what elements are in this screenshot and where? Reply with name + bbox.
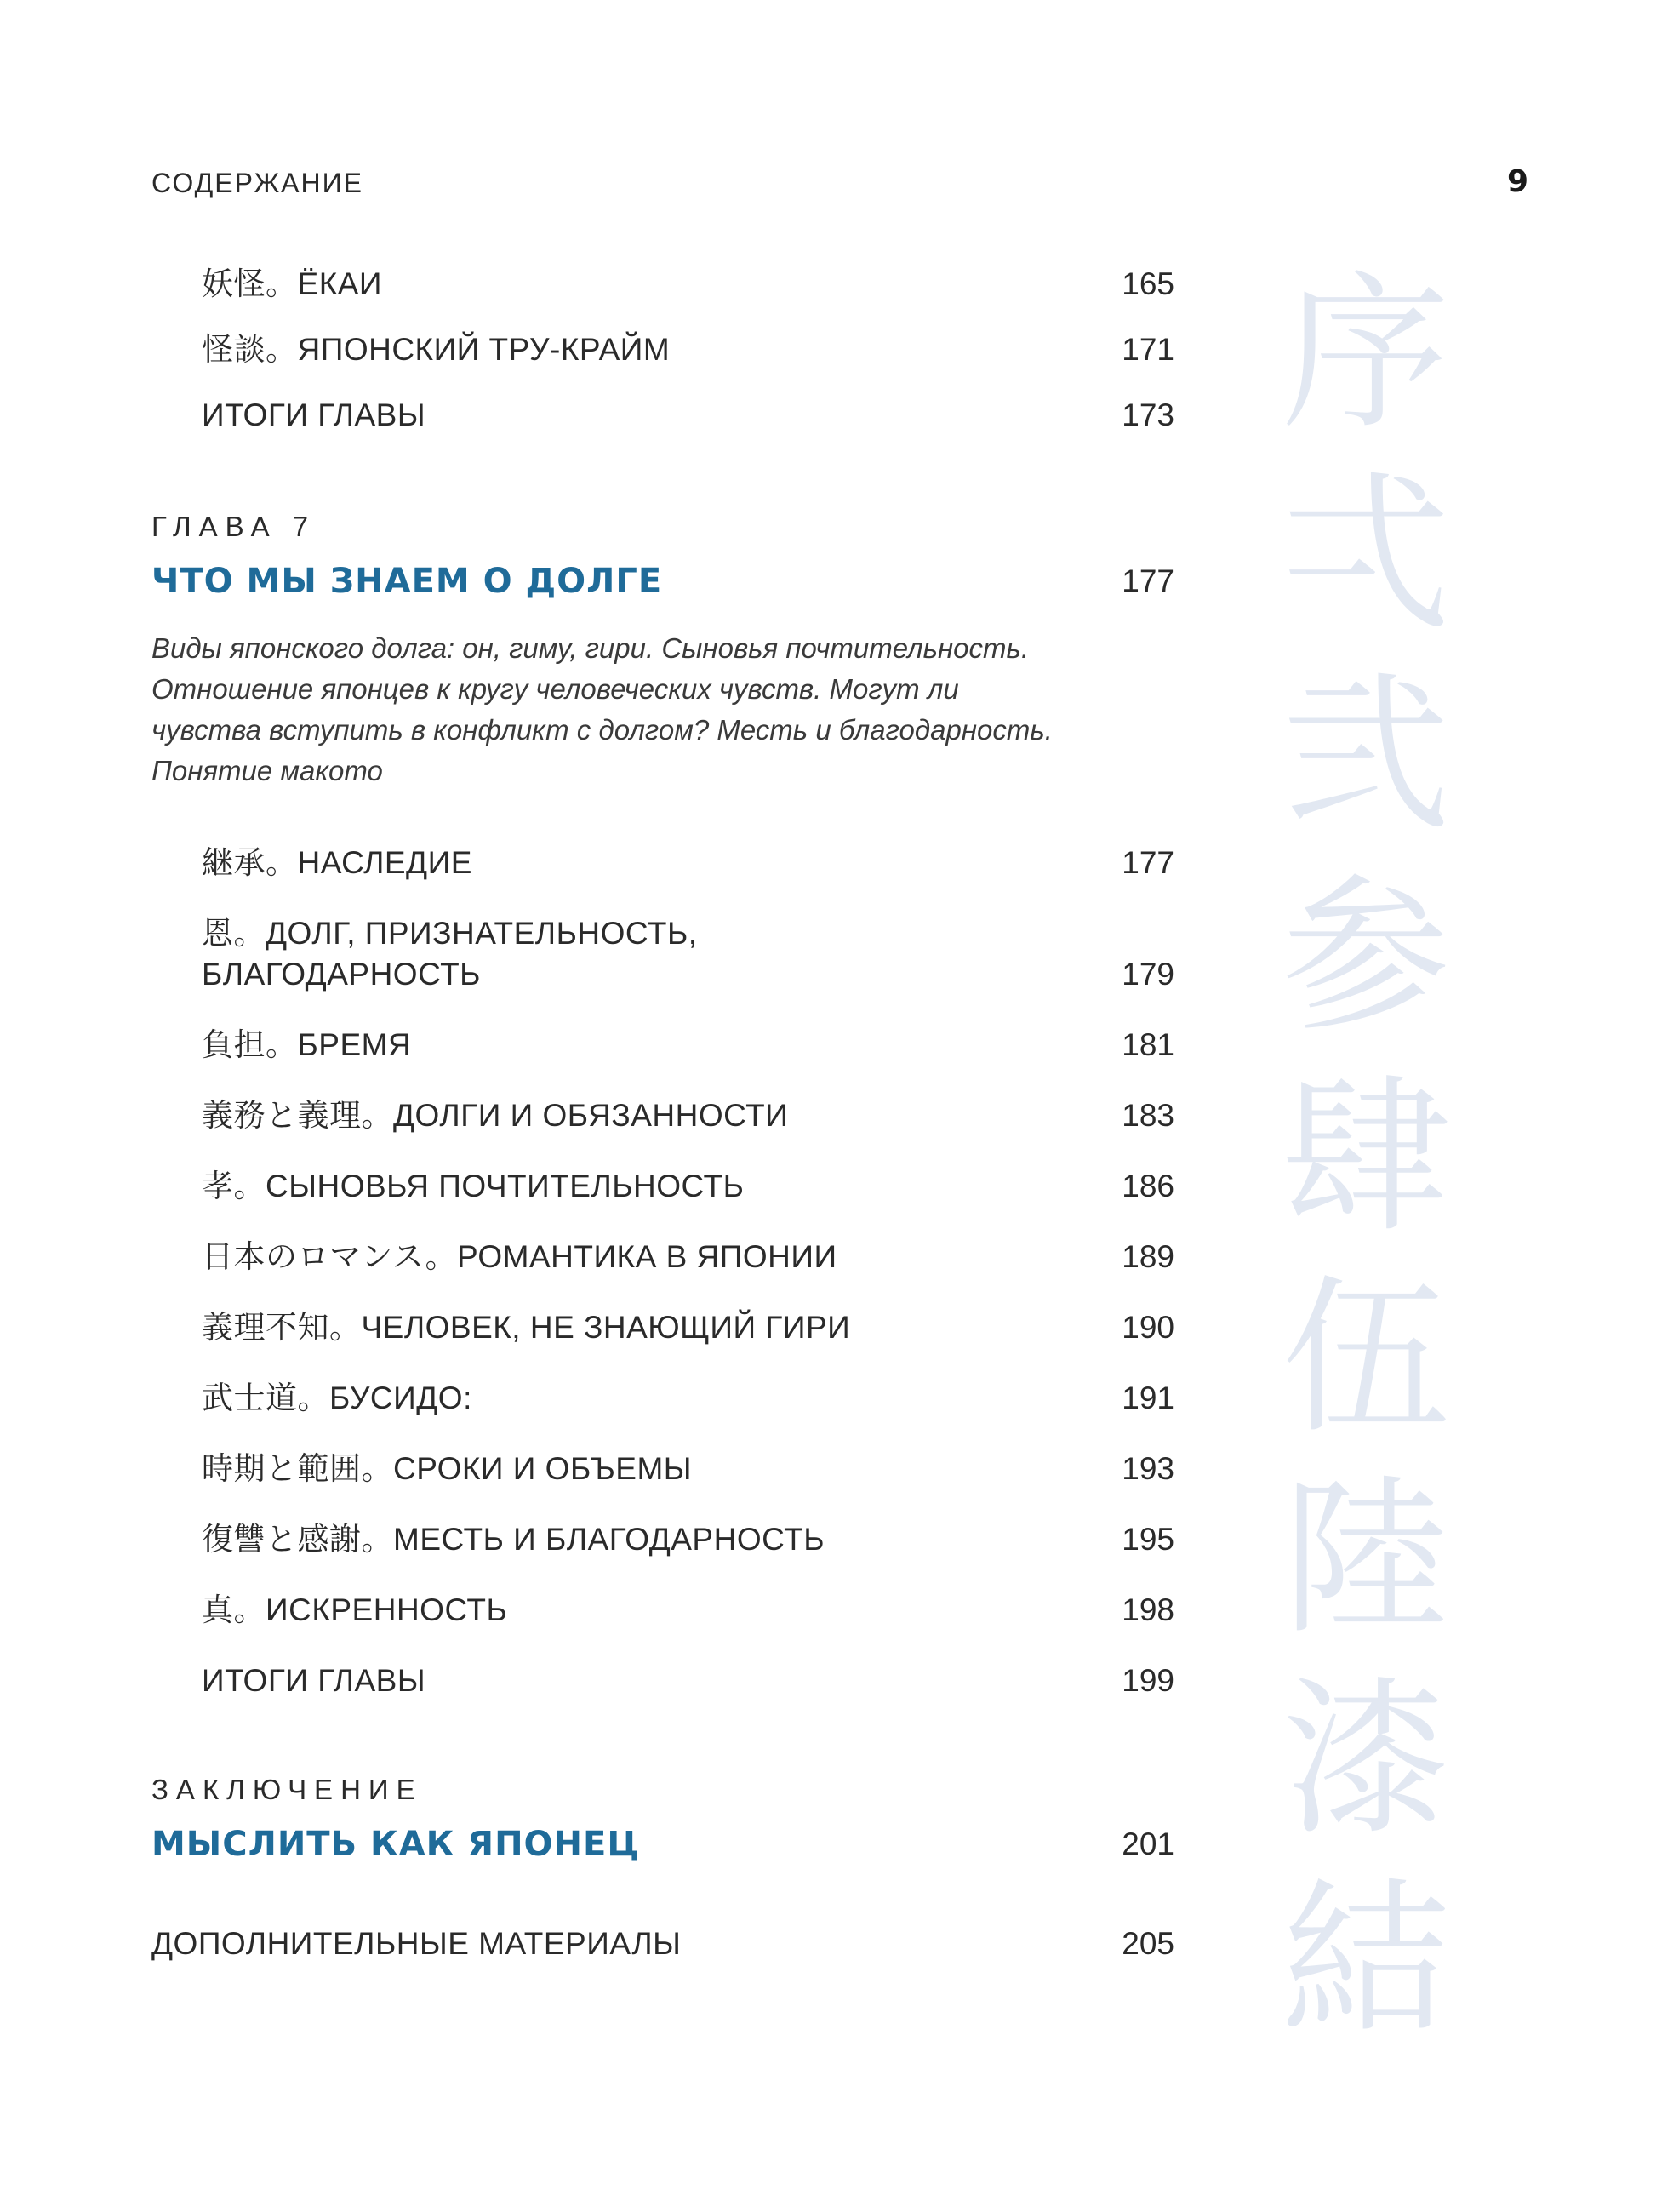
- kanji-char: 結: [1282, 1862, 1450, 2059]
- toc-entry-page: 177: [1122, 845, 1174, 880]
- toc-entry-title: 孝。СЫНОВЬЯ ПОЧТИТЕЛЬНОСТЬ: [202, 1169, 745, 1203]
- toc-entry-page: 193: [1122, 1451, 1174, 1486]
- toc-entry-title: 復讐と感謝。МЕСТЬ И БЛАГОДАРНОСТЬ: [202, 1522, 825, 1557]
- kanji-char: 弌: [1282, 456, 1450, 653]
- summary-line: Понятие макото: [151, 755, 383, 786]
- toc-entry-burden[interactable]: [202, 1025, 1174, 1066]
- toc-entry-title: 真。ИСКРЕННОСТЬ: [202, 1592, 508, 1627]
- kanji-char: 漆: [1282, 1661, 1450, 1858]
- chapter-page: 177: [1122, 563, 1174, 598]
- toc-entry-title: 義理不知。ЧЕЛОВЕК, НЕ ЗНАЮЩИЙ ГИРИ: [202, 1310, 851, 1345]
- running-head: СОДЕРЖАНИЕ: [151, 168, 363, 198]
- toc-entry-sincerity[interactable]: [202, 1590, 1174, 1631]
- toc-entry-terms[interactable]: [202, 1449, 1174, 1489]
- summary-line: чувства вступить в конфликт с долгом? Месть и благодарность.: [151, 714, 1053, 746]
- chapter-label: ГЛАВА 7: [151, 511, 317, 542]
- toc-entry-kaidan[interactable]: [202, 329, 1174, 370]
- toc-entry-title: 時期と範囲。СРОКИ И ОБЪЕМЫ: [202, 1451, 693, 1486]
- toc-entry-filial-piety[interactable]: [202, 1166, 1174, 1207]
- toc-entry-title: ИТОГИ ГЛАВЫ: [202, 397, 426, 432]
- toc-entry-title-line: 恩。ДОЛГ, ПРИЗНАТЕЛЬНОСТЬ,: [202, 916, 698, 951]
- toc-entry-page: 183: [1122, 1098, 1174, 1133]
- toc-entry-gimu-giri[interactable]: [202, 1095, 1174, 1136]
- conclusion-label: ЗАКЛЮЧЕНИЕ: [151, 1774, 423, 1805]
- toc-entry-page: 205: [1122, 1926, 1174, 1961]
- toc-entry-page: 191: [1122, 1380, 1174, 1415]
- kanji-char: 序: [1282, 255, 1450, 452]
- toc-entry-title: 怪談。ЯПОНСКИЙ ТРУ-КРАЙМ: [202, 332, 671, 367]
- toc-entry-chapter-summary-7[interactable]: [202, 1660, 1174, 1701]
- conclusion-title-row[interactable]: [151, 1825, 1174, 1864]
- toc-entry-page: 173: [1122, 397, 1174, 432]
- toc-entry-title: 妖怪。ЁКАИ: [202, 266, 383, 301]
- vertical-kanji-column: [1281, 254, 1451, 2061]
- toc-entry-title-line: БЛАГОДАРНОСТЬ: [202, 957, 481, 992]
- kanji-char: 陸: [1282, 1460, 1450, 1657]
- conclusion-page: 201: [1122, 1826, 1174, 1861]
- toc-entry-title: 武士道。БУСИДО:: [202, 1380, 472, 1415]
- toc-entry-on[interactable]: [202, 913, 1174, 995]
- kanji-char: 伍: [1282, 1260, 1450, 1456]
- toc-entry-title: ИТОГИ ГЛАВЫ: [202, 1663, 426, 1698]
- toc-entry-title: 負担。БРЕМЯ: [202, 1027, 412, 1062]
- toc-entry-page: 190: [1122, 1310, 1174, 1345]
- kanji-char: 参: [1282, 858, 1450, 1055]
- page-number: 9: [1506, 164, 1528, 199]
- toc-entry-revenge[interactable]: [202, 1519, 1174, 1560]
- toc-entry-title: [202, 913, 698, 995]
- toc-entry-page: 195: [1122, 1522, 1174, 1557]
- chapter-title-row[interactable]: [151, 562, 1174, 601]
- toc-entry-giri-shirazu[interactable]: [202, 1307, 1174, 1348]
- toc-entry-page: 186: [1122, 1169, 1174, 1203]
- toc-entry-page: 171: [1122, 332, 1174, 367]
- toc-entry-page: 199: [1122, 1663, 1174, 1698]
- toc-entry-page: 179: [1122, 957, 1174, 992]
- toc-entry-page: 181: [1122, 1027, 1174, 1062]
- toc-entry-yokai[interactable]: [202, 264, 1174, 305]
- kanji-char: 肆: [1282, 1059, 1450, 1255]
- kanji-char: 弐: [1282, 657, 1450, 854]
- toc-entry-inheritance[interactable]: [202, 843, 1174, 883]
- summary-line: Отношение японцев к кругу человеческих чувств. Могут ли: [151, 673, 959, 705]
- chapter-title: ЧТО МЫ ЗНАЕМ О ДОЛГЕ: [151, 562, 663, 601]
- toc-entry-title: 継承。НАСЛЕДИЕ: [202, 845, 472, 880]
- toc-entry-bushido[interactable]: [202, 1378, 1174, 1419]
- toc-entry-page: 189: [1122, 1239, 1174, 1274]
- summary-line: Виды японского долга: он, гиму, гири. Сыновья почтительность.: [151, 632, 1030, 664]
- conclusion-title: МЫСЛИТЬ КАК ЯПОНЕЦ: [151, 1825, 640, 1864]
- toc-entry-title: 日本のロマンス。РОМАНТИКА В ЯПОНИИ: [202, 1239, 837, 1274]
- toc-entry-chapter-summary-6[interactable]: [202, 395, 1174, 436]
- toc-entry-title: 義務と義理。ДОЛГИ И ОБЯЗАННОСТИ: [202, 1098, 789, 1133]
- toc-entry-title: ДОПОЛНИТЕЛЬНЫЕ МАТЕРИАЛЫ: [151, 1926, 682, 1961]
- toc-entry-extra-materials[interactable]: [151, 1923, 1174, 1964]
- chapter-summary: [151, 628, 1105, 792]
- toc-entry-page: 165: [1122, 266, 1174, 301]
- toc-entry-romance[interactable]: [202, 1237, 1174, 1277]
- toc-entry-page: 198: [1122, 1592, 1174, 1627]
